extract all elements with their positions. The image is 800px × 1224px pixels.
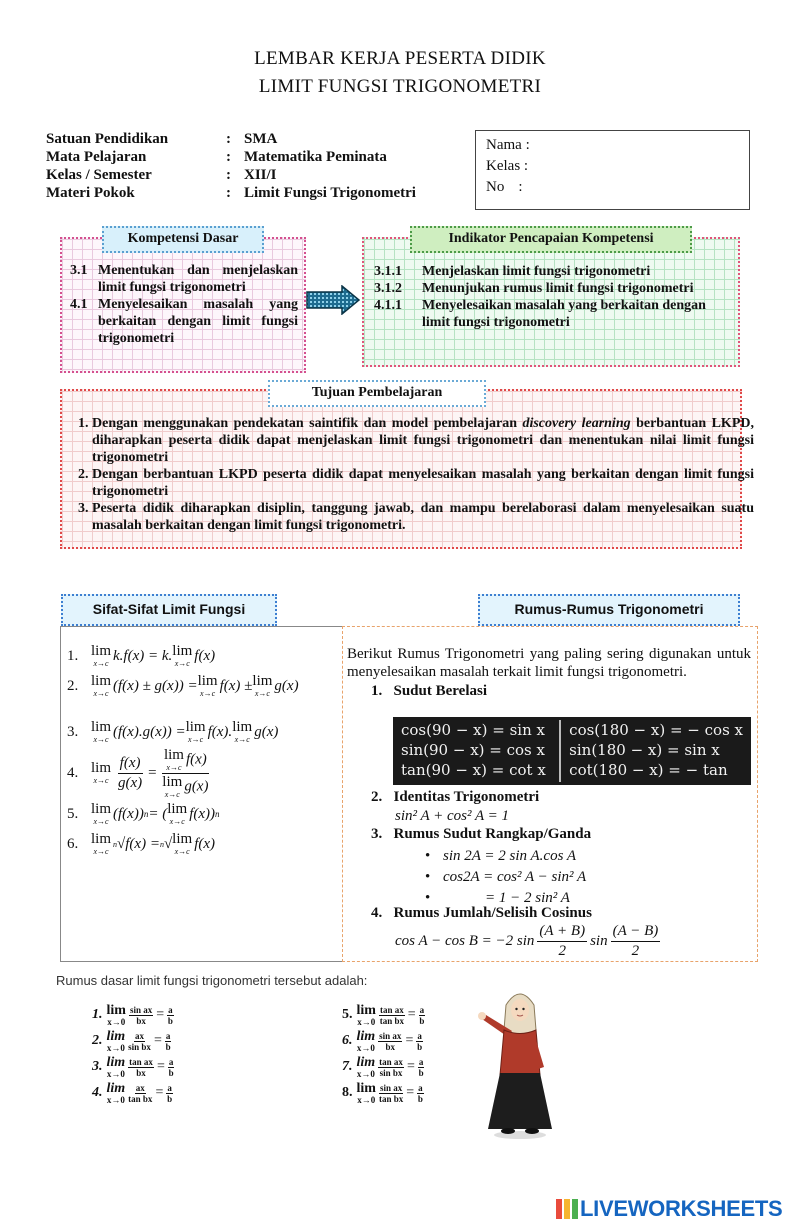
info-table: Satuan Pendidikan : SMA Mata Pelajaran : Matematika Peminata Kelas / Semester : XII/I Materi Pokok : Limit Fungsi Trigonometri bbox=[46, 131, 416, 201]
student-number-field[interactable]: No : bbox=[486, 179, 523, 195]
ipk-item: 3.1.2 Menunjukan rumus limit fungsi trigonometri bbox=[374, 281, 694, 296]
kd-title: Kompetensi Dasar bbox=[102, 226, 264, 253]
rumus-heading-2: 2. Identitas Trigonometri bbox=[371, 789, 540, 805]
ipk-panel bbox=[362, 237, 740, 367]
sifat-list bbox=[67, 641, 337, 859]
student-name-field[interactable]: Nama : bbox=[486, 137, 530, 153]
basic-list-left bbox=[92, 1002, 177, 1106]
basic-formula: 2. lim x→0 ax sin bx = a b bbox=[92, 1028, 171, 1053]
liveworksheets-brand: LIVEWORKSHEETS bbox=[580, 1196, 783, 1221]
rangkap-list: • sin 2A = 2 sin A.cos A • cos2A = cos² A − sin² A • = 1 − 2 sin² A bbox=[425, 848, 587, 906]
basic-formula: 4. lim x→0 ax tan bx = a b bbox=[92, 1080, 173, 1105]
ipk-title: Indikator Pencapaian Kompetensi bbox=[410, 226, 692, 253]
rumus-title: Rumus-Rumus Trigonometri bbox=[478, 594, 740, 626]
basic-intro: Rumus dasar limit fungsi trigonometri tersebut adalah: bbox=[56, 973, 368, 988]
tujuan-item: 2. Dengan berbantuan LKPD peserta didik dapat menyelesaikan masalah yang berkaitan dengan limit fungsi trigonometri bbox=[92, 466, 754, 500]
liveworksheets-logo[interactable] bbox=[556, 1196, 782, 1222]
ipk-item: 4.1.1 Menyelesaikan masalah yang berkaitan dengan limit fungsi trigonometri bbox=[374, 298, 706, 330]
student-class-field[interactable]: Kelas : bbox=[486, 158, 529, 174]
kd-list bbox=[70, 262, 298, 347]
tujuan-item: 3. Peserta didik diharapkan disiplin, tanggung jawab, dan mampu berelaborasi dalam menyelesaikan suatu masalah berkaitan dengan limit fungsi trigonometri. bbox=[92, 500, 754, 534]
basic-list-right bbox=[342, 1002, 428, 1106]
rumus-heading-4: 4. Rumus Jumlah/Selisih Cosinus bbox=[371, 905, 592, 921]
student-info-box bbox=[475, 130, 750, 210]
sifat-title: Sifat-Sifat Limit Fungsi bbox=[61, 594, 277, 626]
rumus-heading-3: 3. Rumus Sudut Rangkap/Ganda bbox=[371, 826, 592, 842]
sifat-item: 1. lim x→c k.f(x) = k. lim x→c f(x) bbox=[67, 643, 216, 668]
sifat-item: 3. lim x→c (f(x).g(x)) = lim x→c f(x). lim x→c g(x) bbox=[67, 719, 279, 744]
kd-item: 3.1 Menentukan dan menjelaskan limit fungsi trigonometri bbox=[70, 263, 298, 295]
basic-formula: 1. lim x→0 sin ax bx = a b bbox=[92, 1002, 173, 1027]
rumus-intro: Berikut Rumus Trigonometri yang paling sering digunakan untuk menyelesaikan masalah terkait limit fungsi trigonometri. bbox=[347, 646, 751, 680]
sifat-item: 2. lim x→c (f(x) ± g(x)) = lim x→c f(x) ± lim x→c g(x) bbox=[67, 673, 299, 698]
tujuan-item: 1. Dengan menggunakan pendekatan saintifik dan model pembelajaran discovery learning berbantuan LKPD, diharapkan peserta didik dapat menjelaskan limit fungsi trigonometri dan menentukan nilai limit fungsi trigonometri bbox=[92, 415, 754, 466]
tujuan-title: Tujuan Pembelajaran bbox=[268, 380, 486, 407]
sifat-item: 5. lim x→c (f(x)) n = ( lim x→c f(x)) n bbox=[67, 801, 220, 826]
sifat-item: 6. lim x→c n √f(x) = n √ lim x→c f(x) bbox=[67, 831, 216, 856]
kd-item: 4.1 Menyelesaikan masalah yang berkaitan dengan limit fungsi trigonometri bbox=[70, 297, 298, 346]
basic-formula: 7. lim x→0 tan ax sin bx = a b bbox=[342, 1054, 424, 1079]
sifat-item: 4. lim x→c $\frac{f(x)}{g(x)}$ = lim x→c f(x) lim x→c g(x) bbox=[67, 746, 209, 799]
liveworksheets-logo-icon bbox=[556, 1199, 578, 1219]
cosinus-formula: cos A − cos B = −2 sin $\frac{(A + B)}{2}$ sin $\frac{(A - B)}{2}$ bbox=[395, 923, 659, 959]
rumus-panel bbox=[342, 626, 758, 962]
basic-formula: 8. lim x→0 sin ax tan bx = a b bbox=[342, 1080, 423, 1105]
teacher-illustration-icon bbox=[470, 985, 570, 1140]
tujuan-list bbox=[70, 415, 754, 534]
tujuan-panel bbox=[60, 389, 754, 549]
rumus-heading-1: 1. Sudut Berelasi bbox=[371, 683, 487, 699]
kd-panel bbox=[60, 237, 306, 373]
basic-formula: 5. lim x→0 tan ax tan bx = a b bbox=[342, 1002, 425, 1027]
basic-formula: 3. lim x→0 tan ax bx = a b bbox=[92, 1054, 174, 1079]
arrow-right-icon bbox=[306, 285, 360, 315]
ipk-list bbox=[374, 263, 729, 331]
identitas-formula: sin² A + cos² A = 1 bbox=[395, 808, 509, 824]
page-subtitle: LIMIT FUNGSI TRIGONOMETRI bbox=[258, 76, 542, 97]
sifat-panel bbox=[60, 626, 342, 962]
sudut-berelasi-box: cos(90 − x) = sin x sin(90 − x) = cos x tan(90 − x) = cot x cos(180 − x) = − cos x sin(180 − x) = sin x cot(180 − x) = − tan bbox=[393, 717, 751, 785]
page-title: LEMBAR KERJA PESERTA DIDIK bbox=[254, 48, 546, 69]
ipk-item: 3.1.1 Menjelaskan limit fungsi trigonometri bbox=[374, 264, 651, 279]
basic-formula: 6. lim x→0 sin ax bx = a b bbox=[342, 1028, 423, 1053]
